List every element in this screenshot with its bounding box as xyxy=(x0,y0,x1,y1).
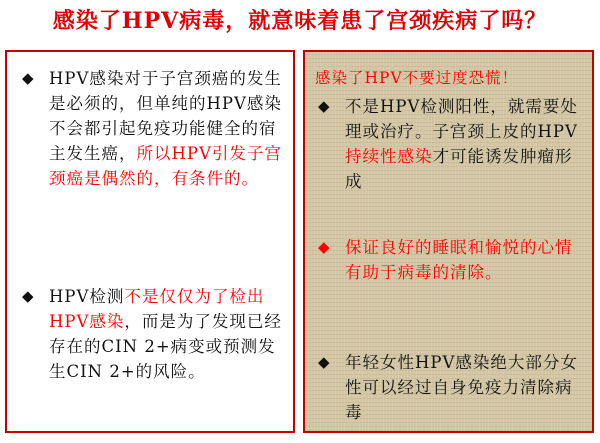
bullet-text-normal: HPV感染对于子宫颈癌的发生是必须的，但单纯的HPV感染不会都引起免疫功能健全的宿主发生癌， xyxy=(49,69,282,163)
diamond-bullet-icon: ◆ xyxy=(318,97,331,115)
left-bullet-2 xyxy=(22,284,290,384)
bullet-text xyxy=(22,66,290,191)
right-panel xyxy=(303,50,594,433)
bullet-text-highlight: 不是仅仅为了检出HPV感染 xyxy=(49,287,265,331)
bullet-text xyxy=(318,235,588,285)
bullet-text-normal: 年轻女性HPV感染绝大部分女性可以经过自身免疫力清除病毒 xyxy=(345,353,578,422)
bullet-text-normal: 不是HPV检测阳性，就需要处理或治疗。子宫颈上皮的HPV xyxy=(345,97,578,141)
diamond-bullet-icon: ◆ xyxy=(22,69,35,87)
diamond-bullet-icon: ◆ xyxy=(22,287,35,305)
bullet-text-highlight: 持续性感染 xyxy=(345,147,433,166)
bullet-text xyxy=(22,284,290,384)
bullet-text-normal: ，而是为了发现已经存在的CIN 2+病变或预测发生CIN 2+的风险。 xyxy=(49,312,282,381)
bullet-text xyxy=(318,350,588,425)
right-bullet-1 xyxy=(318,94,588,194)
left-bullet-1 xyxy=(22,66,290,191)
bullet-text-normal: HPV检测 xyxy=(49,287,125,306)
bullet-text-highlight: 所以HPV引发子宫颈癌是偶然的，有条件的。 xyxy=(49,144,282,188)
left-panel xyxy=(5,50,295,433)
diamond-bullet-icon: ◆ xyxy=(318,238,331,256)
bullet-text-normal: 才可能诱发肿瘤形成 xyxy=(345,147,573,191)
diamond-bullet-icon: ◆ xyxy=(318,353,331,371)
right-bullet-3 xyxy=(318,350,588,425)
bullet-text-highlight: 保证良好的睡眠和愉悦的心情有助于病毒的清除。 xyxy=(345,238,573,282)
right-bullet-2 xyxy=(318,235,588,285)
page-title: 感染了HPV病毒，就意味着患了宫颈疾病了吗？ xyxy=(52,8,548,34)
right-panel-heading: 感染了HPV不要过度恐慌！ xyxy=(315,69,519,87)
bullet-text xyxy=(318,94,588,194)
